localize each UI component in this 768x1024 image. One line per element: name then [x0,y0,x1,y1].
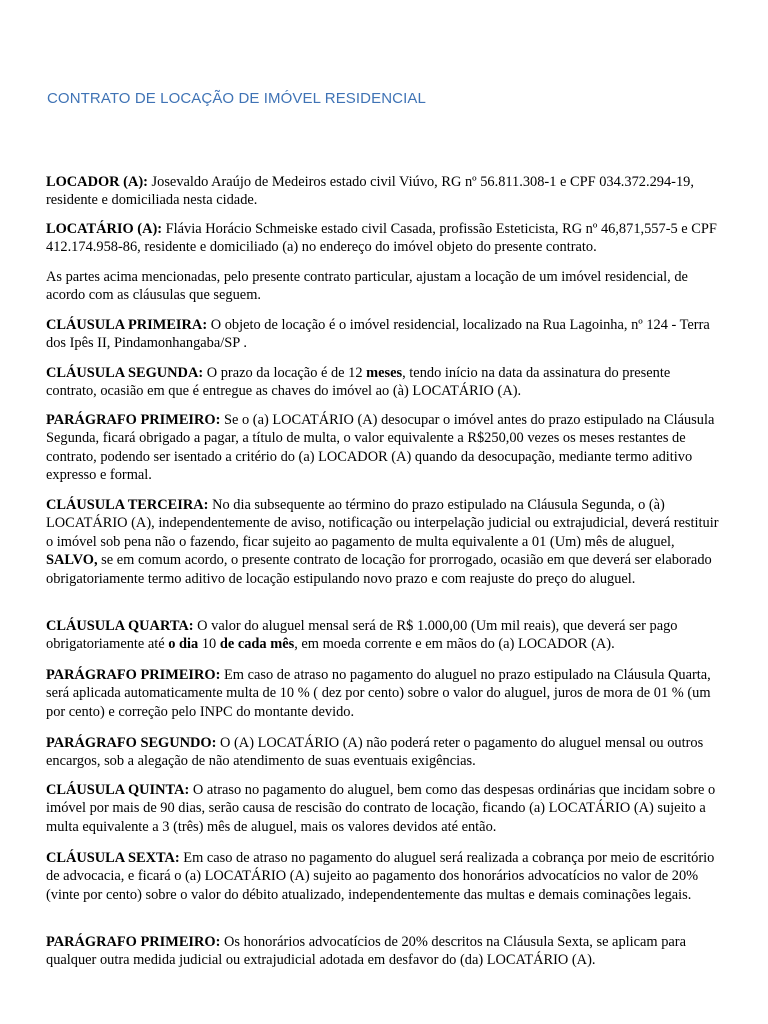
paragraph-bold-text: o dia [168,636,199,653]
paragraph-label: CLÁUSULA SEGUNDA: [46,365,204,381]
clausula-segunda-paragraph [46,364,722,401]
clausula-primeira-paragraph [46,316,722,353]
paragraph-label: CLÁUSULA TERCEIRA: [46,497,209,513]
paragraph-text: O atraso no pagamento do aluguel, bem como das despesas ordinárias que incidam sobre o imóvel por mais de 90 dias, serão causa de rescisão do contrato de locação, ficando (a) LOCATÁRIO (A) sujeito a multa equivalente a 3 (três) mês de aluguel, mais os valores devidos até então. [46,782,716,835]
paragraph-label: CLÁUSULA SEXTA: [46,850,180,866]
paragraph-label: LOCATÁRIO (A): [46,221,163,237]
paragraph-text: O prazo da locação é de 12 [203,365,367,381]
paragrafo-segundo-paragraph [46,734,722,771]
paragraph-text: Flávia Horácio Schmeiske estado civil Casada, profissão Esteticista, RG nº 46,871,557-5 e CPF 412.174.958-86, residente e domiciliado (a) no endereço do imóvel objeto do presente contrato. [46,221,717,256]
document-title: CONTRATO DE LOCAÇÃO DE IMÓVEL RESIDENCIAL [47,90,426,107]
paragraph-text: , em moeda corrente e em mãos do (a) LOCADOR (A). [294,636,615,653]
paragraph-label: CLÁUSULA QUARTA: [46,618,194,634]
intro-paragraph [46,268,722,305]
paragraph-text: Os honorários advocatícios de 20% descritos na Cláusula Sexta, se aplicam para qualquer outra medida judicial ou extrajudicial adotada em desfavor do (da) LOCATÁRIO (A). [46,934,686,969]
paragraph-label: LOCADOR (A): [46,174,148,190]
paragraph-label: PARÁGRAFO PRIMEIRO: [46,412,221,428]
paragraph-label: CLÁUSULA PRIMEIRA: [46,317,208,333]
paragraph-bold-text: SALVO, [46,552,98,569]
paragraph-text: O valor do aluguel mensal será de R$ 1.000,00 (Um mil reais), que deverá ser pago obrigatoriamente até [46,618,678,653]
paragraph-text: , tendo início na data da assinatura do presente contrato, ocasião em que é entregue as chaves do imóvel ao (à) LOCATÁRIO (A). [46,365,671,400]
paragraph-text: Em caso de atraso no pagamento do aluguel será realizada a cobrança por meio de escritório de advocacia, e ficará o (a) LOCATÁRIO (A) sujeito ao pagamento dos honorários advocatícios no valor de 20% (vinte por cento) sobre o valor do débito atualizado, independentemente das multas e demais cominações legais. [46,850,715,903]
paragrafo-primeiro-2-paragraph [46,666,722,721]
locador-paragraph [46,173,722,210]
paragrafo-primeiro-1-paragraph [46,411,722,485]
paragraph-bold-text: de cada mês [219,636,295,653]
clausula-sexta-paragraph [46,849,722,904]
paragraph-text: No dia subsequente ao término do prazo estipulado na Cláusula Segunda, o (à) LOCATÁRIO (A), independentemente de aviso, notificação ou interpelação judicial ou extrajudicial, deverá restituir o imóvel sob pena não o fazendo, ficar sujeito ao pagamento de multa equivalente a 01 (Um) mês de aluguel, [46,497,719,550]
paragraph-label: PARÁGRAFO PRIMEIRO: [46,667,221,683]
paragrafo-primeiro-3-paragraph [46,933,722,970]
paragraph-text: 10 [198,636,220,653]
paragraph-label: PARÁGRAFO SEGUNDO: [46,735,217,751]
paragraph-text: O objeto de locação é o imóvel residencial, localizado na Rua Lagoinha, nº 124 - Terra dos Ipês II, Pindamonhangaba/SP . [46,317,710,352]
paragraph-label: CLÁUSULA QUINTA: [46,782,190,798]
paragraph-label: PARÁGRAFO PRIMEIRO: [46,934,221,950]
paragraph-text: Josevaldo Araújo de Medeiros estado civil Viúvo, RG nº 56.811.308-1 e CPF 034.372.294-19, residente e domiciliada nesta cidade. [46,174,694,209]
paragraph-text: As partes acima mencionadas, pelo presente contrato particular, ajustam a locação de um imóvel residencial, de acordo com as cláusulas que seguem. [46,269,688,304]
locatario-paragraph [46,220,722,257]
paragraph-text: O (A) LOCATÁRIO (A) não poderá reter o pagamento do aluguel mensal ou outros encargos, sob a alegação de não atendimento de suas eventuais exigências. [46,735,704,770]
paragraph-text: Se o (a) LOCATÁRIO (A) desocupar o imóvel antes do prazo estipulado na Cláusula Segunda, ficará obrigado a pagar, a título de multa, o valor equivalente a R$250,00 vezes os meses restantes de contrato, podendo ser isentado a critério do (a) LOCADOR (A) quando da desocupação, mediante termo aditivo expresso e formal. [46,412,715,484]
paragraph-text: se em comum acordo, o presente contrato de locação for prorrogado, ocasião em que deverá ser elaborado obrigatoriamente termo aditivo de locação estipulando novo prazo e com reajuste do preço do aluguel. [46,552,712,587]
paragraph-bold-text: meses [366,365,403,381]
clausula-quarta-paragraph [46,617,722,654]
clausula-quinta-paragraph [46,781,722,836]
clausula-terceira-paragraph [46,496,722,588]
paragraph-text: Em caso de atraso no pagamento do aluguel no prazo estipulado na Cláusula Quarta, será aplicada automaticamente multa de 10 % ( dez por cento) sobre o valor do aluguel, juros de mora de 01 % (um por cento) e correção pelo INPC do montante devido. [46,667,711,720]
